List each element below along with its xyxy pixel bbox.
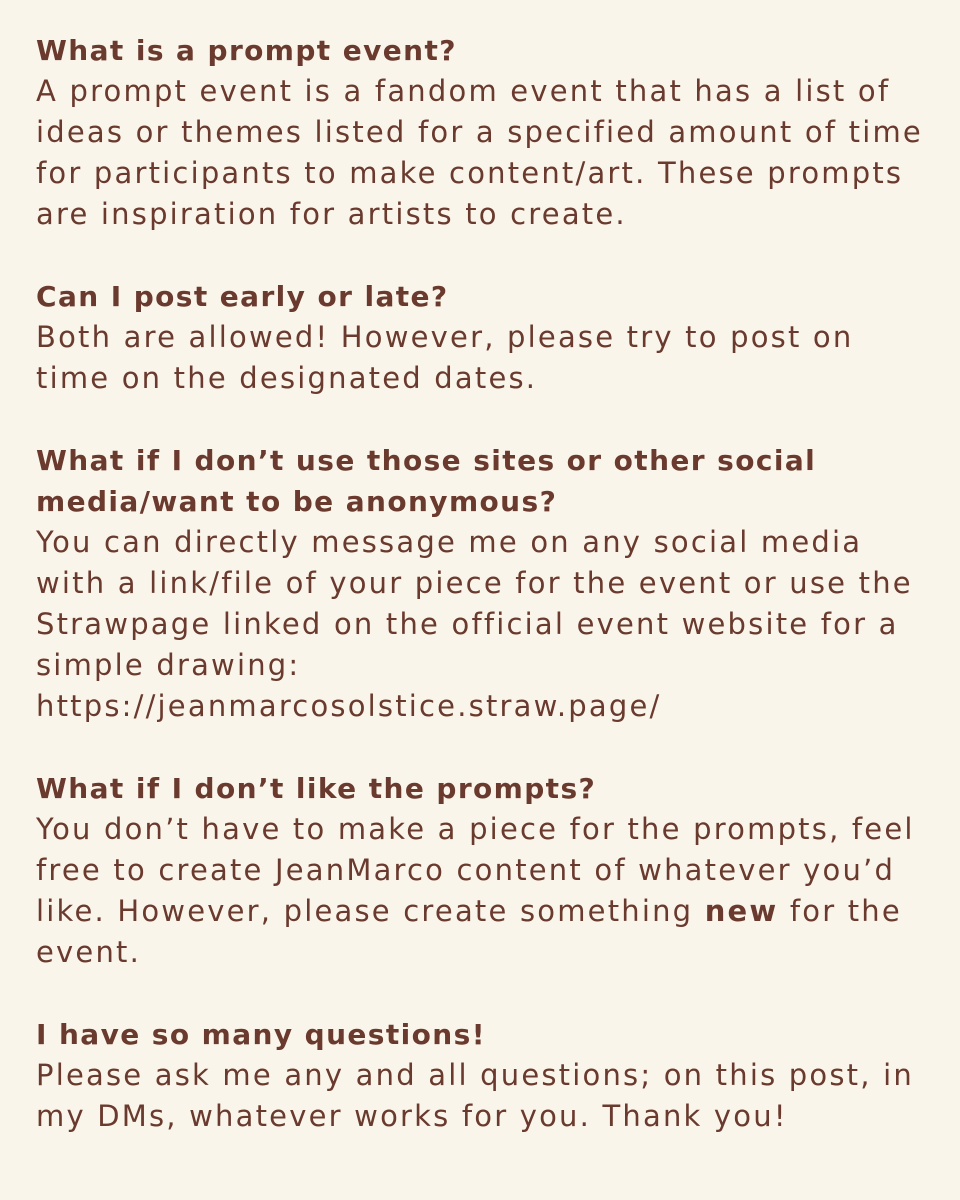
faq-question: I have so many questions! [36, 1018, 486, 1051]
faq-answer [36, 809, 924, 973]
faq-item-dislike-prompts [36, 768, 924, 973]
faq-item-anonymous [36, 440, 924, 727]
faq-item-prompt-event [36, 30, 924, 235]
faq-question: What if I don’t like the prompts? [36, 772, 597, 805]
faq-question: Can I post early or late? [36, 280, 449, 313]
faq-answer: A prompt event is a fandom event that has a list of ideas or themes listed for a specified amount of time for participants to make content/art. These prompts are inspiration for artists to create. [36, 74, 923, 231]
faq-question: What is a prompt event? [36, 34, 457, 67]
faq-answer: Both are allowed! However, please try to post on time on the designated dates. [36, 320, 854, 395]
faq-item-questions [36, 1014, 924, 1137]
strawpage-link[interactable]: https://jeanmarcosolstice.straw.page/ [36, 689, 662, 723]
faq-answer: You can directly message me on any social media with a link/file of your piece for the event or use the Strawpage linked on the official event website for a simple drawing: [36, 525, 913, 682]
faq-item-post-early-late [36, 276, 924, 399]
answer-text-after: for the event. [36, 894, 902, 969]
faq-question: What if I don’t use those sites or other social media/want to be anonymous? [36, 444, 817, 518]
emphasis-new: new [704, 894, 779, 928]
answer-text-before: You don’t have to make a piece for the prompts, feel free to create JeanMarco content of whatever you’d like. However, please create something [36, 812, 915, 928]
faq-answer: Please ask me any and all questions; on this post, in my DMs, whatever works for you. Thank you! [36, 1058, 914, 1133]
